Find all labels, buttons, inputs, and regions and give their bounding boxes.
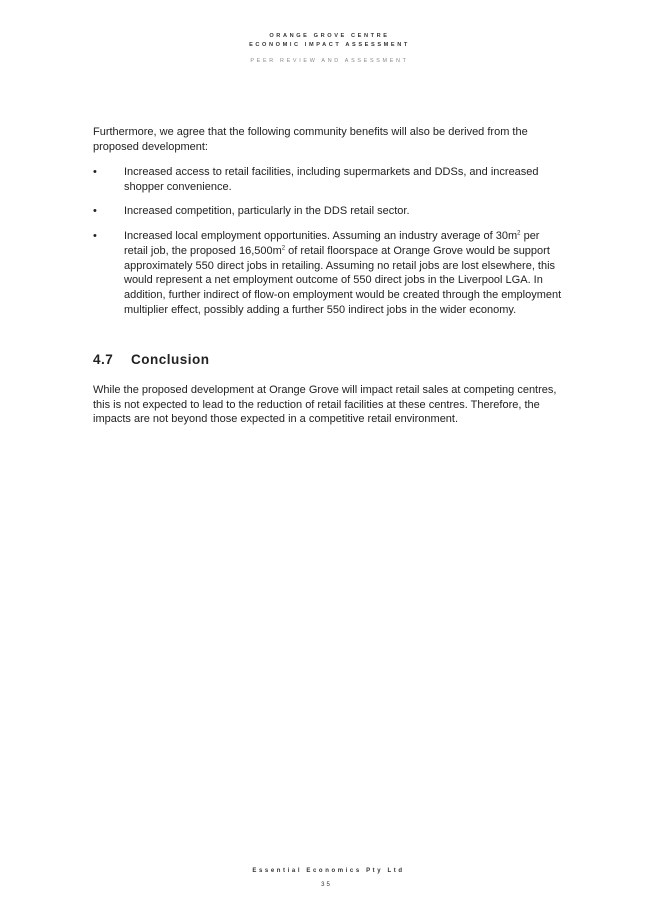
section-heading bbox=[93, 352, 210, 367]
footer-company: Essential Economics Pty Ltd bbox=[252, 868, 405, 874]
section-number: 4.7 bbox=[93, 352, 114, 367]
page-footer bbox=[0, 868, 653, 888]
bullet-marker: • bbox=[93, 166, 97, 178]
header-title-line1: ORANGE GROVE CENTRE bbox=[269, 33, 390, 39]
benefits-list bbox=[93, 165, 563, 327]
page-header bbox=[0, 32, 653, 64]
text-segment: per retail job, the proposed 16,500m bbox=[124, 230, 540, 257]
intro-paragraph: Furthermore, we agree that the following community benefits will also be derived from the proposed development: bbox=[93, 126, 528, 153]
list-item bbox=[93, 204, 563, 219]
list-item-text bbox=[124, 230, 561, 316]
header-subtitle: PEER REVIEW AND ASSESSMENT bbox=[250, 58, 409, 64]
text-segment: of retail floorspace at Orange Grove would be support approximately 550 direct jobs in retailing. Assuming no retail jobs are lost elsewhere, this would represent a net employment outcome of 550 direct jobs in the Liverpool LGA. In addition, further indirect of flow-on employment would be created through the employment multiplier effect, possibly adding a further 550 indirect jobs in the wider economy. bbox=[124, 244, 562, 316]
text-segment: Increased local employment opportunities. Assuming an industry average of 30m bbox=[124, 230, 518, 243]
page-number: 35 bbox=[321, 882, 332, 888]
superscript: 2 bbox=[281, 245, 286, 252]
conclusion-paragraph: While the proposed development at Orange Grove will impact retail sales at competing centres, this is not expected to lead to the reduction of retail facilities at these centres. Therefore, the impacts are not beyond those expected in a competitive retail environment. bbox=[93, 384, 557, 426]
superscript: 2 bbox=[517, 230, 521, 237]
section-title: Conclusion bbox=[131, 352, 210, 367]
list-item bbox=[93, 229, 563, 317]
bullet-marker: • bbox=[93, 230, 97, 243]
list-item bbox=[93, 165, 563, 194]
header-title-line2: ECONOMIC IMPACT ASSESSMENT bbox=[249, 41, 410, 48]
list-item-text: Increased competition, particularly in the DDS retail sector. bbox=[124, 205, 410, 218]
list-item-text: Increased access to retail facilities, including supermarkets and DDSs, and increased shopper convenience. bbox=[124, 166, 539, 193]
bullet-marker: • bbox=[93, 205, 97, 218]
